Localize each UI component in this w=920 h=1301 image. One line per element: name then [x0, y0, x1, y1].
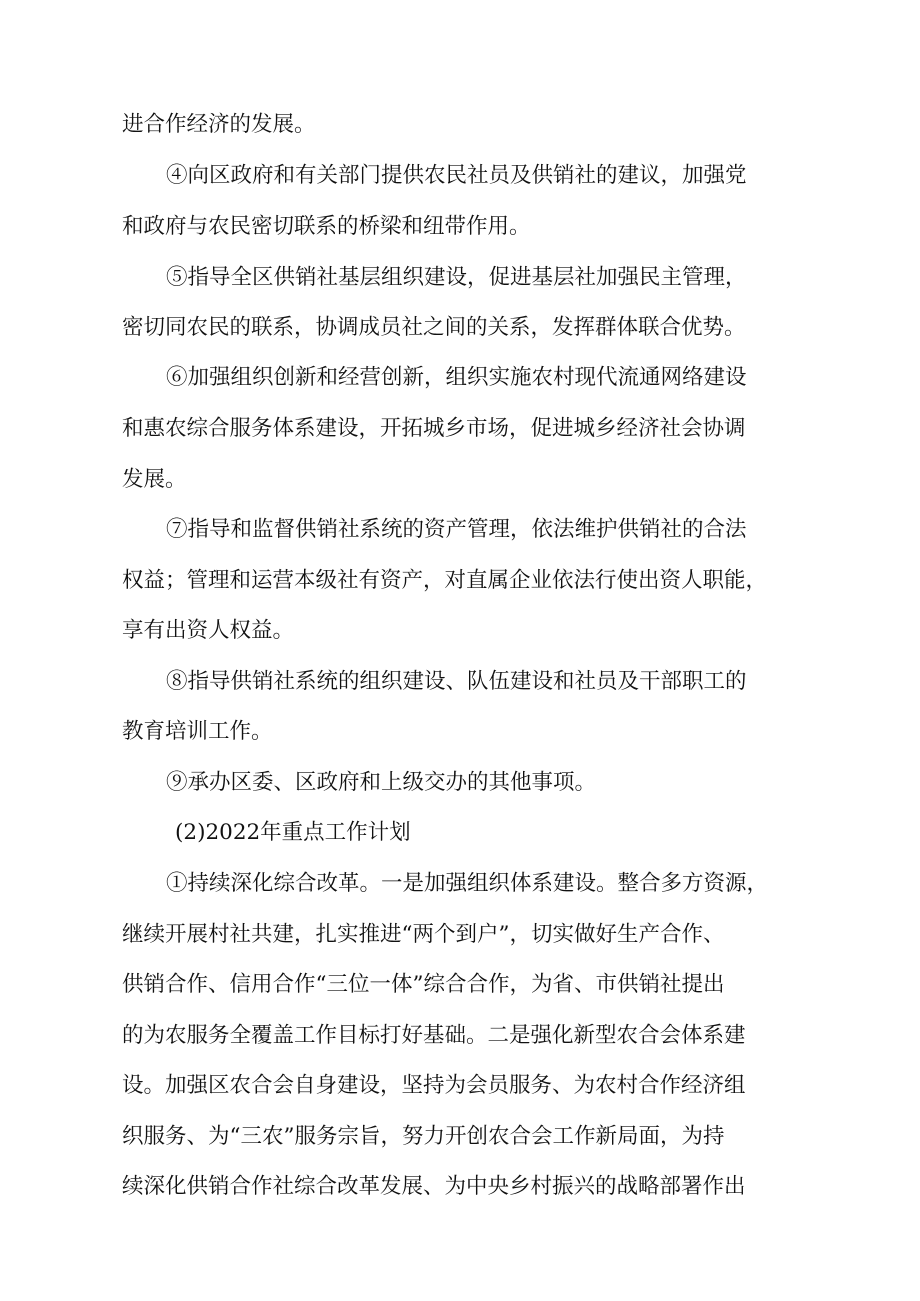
text-line-19: 的为农服务全覆盖工作目标打好基础。二是强化新型农合会体系建	[122, 1023, 746, 1048]
text-line-11: 享有出资人权益。	[122, 618, 295, 643]
text-line-3: 和政府与农民密切联系的桥梁和纽带作用。	[122, 214, 531, 239]
text-line-13: 教育培训工作。	[122, 719, 273, 744]
text-line-20: 设。加强区农合会自身建设，坚持为会员服务、为农村合作经济组	[122, 1073, 746, 1098]
text-line-14: ⑨承办区委、区政府和上级交办的其他事项。	[166, 770, 597, 795]
text-line-1: 进合作经济的发展。	[122, 112, 316, 137]
text-line-17: 继续开展村社共建，扎实推进“两个到户”，切实做好生产合作、	[122, 922, 725, 947]
text-line-4: ⑤指导全区供销社基层组织建设，促进基层社加强民主管理，	[166, 265, 747, 290]
text-line-16: ①持续深化综合改革。一是加强组织体系建设。整合多方资源，	[166, 871, 769, 896]
text-line-12: ⑧指导供销社系统的组织建设、队伍建设和社员及干部职工的	[166, 669, 747, 694]
text-line-9: ⑦指导和监督供销社系统的资产管理，依法维护供销社的合法	[166, 517, 747, 542]
text-line-2: ④向区政府和有关部门提供农民社员及供销社的建议，加强党	[166, 163, 747, 188]
text-line-10: 权益；管理和运营本级社有资产，对直属企业依法行使出资人职能，	[122, 568, 768, 593]
text-line-6: ⑥加强组织创新和经营创新，组织实施农村现代流通网络建设	[166, 365, 747, 390]
text-line-8: 发展。	[122, 467, 187, 492]
text-line-5: 密切同农民的联系，协调成员社之间的关系，发挥群体联合优势。	[122, 315, 746, 340]
text-line-18: 供销合作、信用合作“三位一体”综合合作，为省、市供销社提出	[122, 972, 725, 997]
text-line-21: 织服务、为“三农”服务宗旨，努力开创农合会工作新局面，为持	[122, 1124, 725, 1149]
text-line-22: 续深化供销合作社综合改革发展、为中央乡村振兴的战略部署作出	[122, 1174, 746, 1199]
text-line-7: 和惠农综合服务体系建设，开拓城乡市场，促进城乡经济社会协调	[122, 416, 746, 441]
section-heading: (2)2022年重点工作计划	[175, 820, 411, 845]
